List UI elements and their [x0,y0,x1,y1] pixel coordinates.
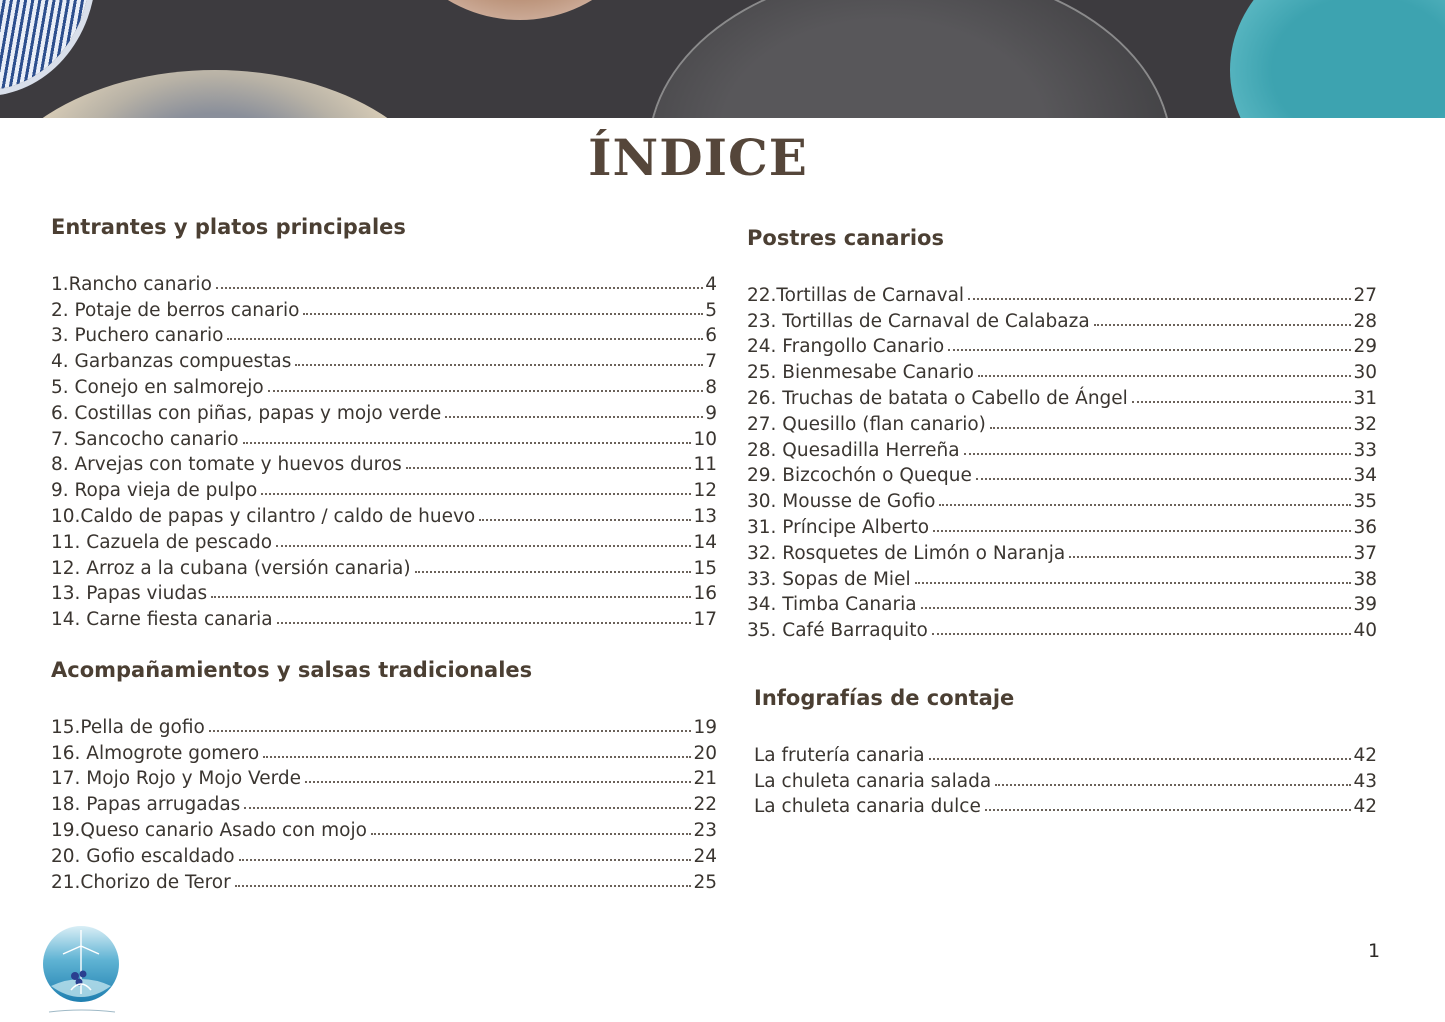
dot-leader [1094,323,1352,326]
toc-entry[interactable] [51,295,717,321]
toc-entry-page-number: 22 [693,794,717,816]
toc-entry-title: 21.Chorizo de Teror [51,871,231,893]
dot-leader [1069,555,1351,558]
toc-entry[interactable] [747,461,1377,487]
toc-entry-title: 35. Café Barraquito [747,620,928,642]
toc-entry-page-number: 17 [693,609,717,631]
toc-entry-page-number: 28 [1353,310,1377,332]
round-watercolor-logo-icon [41,924,121,1016]
toc-entry-page-number: 16 [693,583,717,605]
toc-entry-page-number: 37 [1353,542,1377,564]
toc-entry-title: 14. Carne fiesta canaria [51,609,273,631]
toc-entry-title: 10.Caldo de papas y cilantro / caldo de huevo [51,505,476,527]
dot-leader [929,757,1352,760]
toc-entry[interactable] [51,398,717,424]
toc-entry[interactable] [51,475,717,501]
toc-entry-title: 24. Frangollo Canario [747,336,945,358]
toc-entry[interactable] [51,867,717,893]
toc-entry[interactable] [747,409,1377,435]
toc-entry[interactable] [51,424,717,450]
toc-entry-page-number: 4 [705,273,717,295]
toc-entry[interactable] [51,738,717,764]
toc-entry[interactable] [747,538,1377,564]
dot-leader [305,780,691,783]
toc-entry[interactable] [51,372,717,398]
dot-leader [995,783,1351,786]
toc-entry-title: La chuleta canaria dulce [754,796,981,818]
dot-leader [268,389,704,392]
toc-entry-title: 22.Tortillas de Carnaval [747,284,965,306]
toc-entry-title: 6. Costillas con piñas, papas y mojo verde [51,402,442,424]
toc-entry[interactable] [51,579,717,605]
dot-leader [263,755,691,758]
toc-entry[interactable] [747,332,1377,358]
toc-entry[interactable] [747,512,1377,538]
toc-entry[interactable] [754,792,1377,818]
toc-entry[interactable] [51,553,717,579]
toc-entry-title: 29. Bizcochón o Queque [747,465,972,487]
toc-entry-page-number: 20 [693,742,717,764]
dot-leader [227,337,703,340]
toc-entry[interactable] [747,306,1377,332]
toc-entry-page-number: 25 [693,871,717,893]
toc-entry-title: 34. Timba Canaria [747,594,917,616]
toc-entry-title: 2. Potaje de berros canario [51,299,300,321]
dot-leader [243,441,692,444]
copper-plate-image [380,0,660,20]
toc-entry-title: 3. Puchero canario [51,325,224,347]
toc-entry-page-number: 9 [705,402,717,424]
toc-entry-page-number: 36 [1353,516,1377,538]
dot-leader [216,286,703,289]
entry-list [754,740,1377,817]
dot-leader [933,529,1351,532]
toc-entry-title: 17. Mojo Rojo y Mojo Verde [51,768,302,790]
dot-leader [978,374,1351,377]
toc-entry-title: 26. Truchas de batata o Cabello de Ángel [747,387,1128,409]
entry-list [51,269,717,630]
toc-entry-title: 13. Papas viudas [51,583,208,605]
toc-entry[interactable] [747,383,1377,409]
toc-entry-title: 1.Rancho canario [51,273,212,295]
toc-entry-page-number: 12 [693,480,717,502]
section-acompanamientos [51,658,717,893]
toc-entry[interactable] [747,564,1377,590]
dot-leader [235,884,692,887]
toc-entry-title: 9. Ropa vieja de pulpo [51,480,258,502]
toc-entry-page-number: 33 [1353,439,1377,461]
dot-leader [915,581,1352,584]
toc-entry-title: 12. Arroz a la cubana (versión canaria) [51,557,411,579]
toc-entry-title: 20. Gofio escaldado [51,845,235,867]
header-banner-image [0,0,1445,118]
dot-leader [209,729,692,732]
toc-entry-page-number: 27 [1353,284,1377,306]
toc-entry-page-number: 34 [1353,465,1377,487]
dot-leader [371,832,692,835]
beige-plate-image [0,70,450,118]
dot-leader [921,606,1352,609]
toc-entry[interactable] [754,740,1377,766]
dot-leader [990,426,1352,429]
toc-entry-page-number: 23 [693,819,717,841]
toc-entry-page-number: 15 [693,557,717,579]
toc-entry-page-number: 31 [1353,387,1377,409]
toc-entry-page-number: 19 [693,716,717,738]
toc-entry-page-number: 10 [693,428,717,450]
toc-entry-page-number: 38 [1353,568,1377,590]
dot-leader [968,297,1351,300]
dot-leader [406,466,692,469]
toc-entry-page-number: 42 [1353,796,1377,818]
toc-entry[interactable] [51,269,717,295]
toc-entry[interactable] [747,435,1377,461]
toc-entry-title: 11. Cazuela de pescado [51,531,273,553]
toc-entry[interactable] [51,764,717,790]
teal-plate-image [1230,0,1445,118]
toc-entry-title: 33. Sopas de Miel [747,568,911,590]
stone-plate-image [650,0,1170,118]
toc-entry[interactable] [747,280,1377,306]
dot-leader [939,503,1351,506]
section-infografias [754,686,1377,817]
toc-entry-title: 23. Tortillas de Carnaval de Calabaza [747,310,1090,332]
toc-entry-title: 16. Almogrote gomero [51,742,260,764]
dot-leader [239,858,692,861]
dot-leader [948,348,1351,351]
toc-entry[interactable] [747,486,1377,512]
dot-leader [976,477,1352,480]
toc-entry-title: La frutería canaria [754,744,925,766]
toc-entry-page-number: 21 [693,768,717,790]
toc-entry-title: 25. Bienmesabe Canario [747,362,975,384]
dot-leader [276,544,691,547]
toc-entry-title: 30. Mousse de Gofio [747,491,936,513]
toc-entry-title: 4. Garbanzas compuestas [51,351,292,373]
toc-entry-page-number: 7 [705,351,717,373]
toc-entry-page-number: 39 [1353,594,1377,616]
toc-entry-page-number: 30 [1353,362,1377,384]
toc-entry-page-number: 11 [693,454,717,476]
entry-list [747,280,1377,641]
toc-entry-page-number: 24 [693,845,717,867]
toc-entry-page-number: 6 [705,325,717,347]
toc-entry[interactable] [51,450,717,476]
toc-entry-page-number: 5 [705,299,717,321]
toc-entry-page-number: 40 [1353,620,1377,642]
toc-entry[interactable] [51,346,717,372]
section-heading: Postres canarios [747,226,944,250]
toc-entry-page-number: 35 [1353,491,1377,513]
dot-leader [303,312,703,315]
toc-entry-page-number: 13 [693,505,717,527]
toc-entry[interactable] [754,766,1377,792]
toc-entry-title: 8. Arvejas con tomate y huevos duros [51,454,402,476]
toc-entry-page-number: 29 [1353,336,1377,358]
dot-leader [277,621,692,624]
toc-entry[interactable] [51,815,717,841]
toc-entry-title: 28. Quesadilla Herreña [747,439,960,461]
toc-entry-title: 31. Príncipe Alberto [747,516,930,538]
toc-entry[interactable] [51,527,717,553]
entry-list [51,712,717,893]
dot-leader [932,632,1352,635]
toc-entry-page-number: 43 [1353,770,1377,792]
dot-leader [211,595,691,598]
page-title: ÍNDICE [588,128,808,187]
section-heading: Entrantes y platos principales [51,215,406,239]
toc-entry-title: La chuleta canaria salada [754,770,992,792]
dot-leader [985,808,1352,811]
toc-entry[interactable] [51,789,717,815]
toc-entry-title: 5. Conejo en salmorejo [51,376,264,398]
section-entrantes [51,215,717,630]
toc-entry[interactable] [51,501,717,527]
toc-entry-title: 18. Papas arrugadas [51,794,241,816]
toc-entry[interactable] [747,357,1377,383]
page-number: 1 [1367,940,1381,962]
dot-leader [445,415,703,418]
section-heading: Acompañamientos y salsas tradicionales [51,658,533,682]
toc-entry[interactable] [51,712,717,738]
dot-leader [261,492,691,495]
toc-entry[interactable] [747,615,1377,641]
toc-entry[interactable] [51,841,717,867]
dot-leader [964,452,1352,455]
dot-leader [1132,400,1352,403]
dot-leader [415,570,692,573]
toc-entry-page-number: 42 [1353,744,1377,766]
toc-entry-title: 32. Rosquetes de Limón o Naranja [747,542,1066,564]
toc-entry-title: 27. Quesillo (flan canario) [747,413,986,435]
dot-leader [295,363,703,366]
toc-entry-title: 19.Queso canario Asado con mojo [51,819,367,841]
toc-entry-title: 15.Pella de gofio [51,716,205,738]
dot-leader [479,518,691,521]
striped-plate-image [0,0,90,90]
toc-entry-page-number: 32 [1353,413,1377,435]
dot-leader [244,806,691,809]
toc-entry[interactable] [51,321,717,347]
toc-entry-page-number: 8 [705,376,717,398]
toc-entry-title: 7. Sancocho canario [51,428,239,450]
section-postres [747,226,1377,641]
toc-entry-page-number: 14 [693,531,717,553]
toc-entry[interactable] [747,590,1377,616]
section-heading: Infografías de contaje [754,686,1015,710]
toc-entry[interactable] [51,604,717,630]
